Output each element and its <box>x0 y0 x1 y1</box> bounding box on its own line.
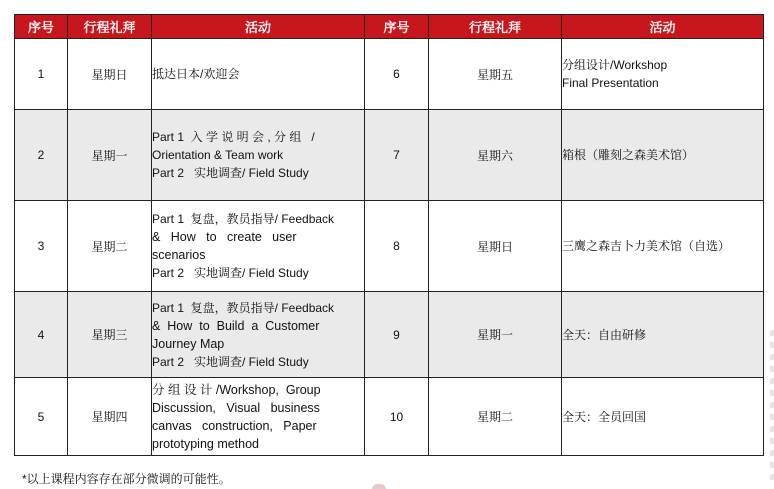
cell-activity <box>152 39 365 110</box>
activity-line: Orientation & Team work <box>152 148 284 162</box>
table-header-row <box>15 15 764 39</box>
cell-activity <box>562 201 764 292</box>
cell-day: 星期三 <box>68 292 152 378</box>
activity-line: 三鹰之森吉卜力美术馆（自选） <box>562 239 731 253</box>
cell-no: 5 <box>15 378 68 456</box>
decorative-mark <box>372 484 386 489</box>
cell-day: 星期日 <box>429 201 562 292</box>
cell-no: 4 <box>15 292 68 378</box>
table-row <box>15 201 764 292</box>
cell-activity <box>152 292 365 378</box>
activity-line: Journey Map <box>152 336 225 351</box>
activity-line: 分组设计/Workshop <box>562 58 668 72</box>
activity-line: prototyping method <box>152 436 260 451</box>
cell-no: 2 <box>15 110 68 201</box>
cell-activity <box>152 201 365 292</box>
activity-line: Part 2 实地调查/ Field Study <box>152 266 309 280</box>
cell-activity <box>562 292 764 378</box>
header-day-2: 行程礼拜 <box>429 15 562 39</box>
footnote: *以上课程内容存在部分微调的可能性。 <box>22 472 231 486</box>
activity-line: & How to create user <box>152 230 297 244</box>
cell-no: 8 <box>365 201 429 292</box>
activity-line: 箱根（雕刻之森美术馆） <box>562 148 695 162</box>
activity-line: canvas construction, Paper <box>152 418 317 433</box>
cell-day: 星期二 <box>429 378 562 456</box>
cell-day: 星期一 <box>429 292 562 378</box>
activity-line: scenarios <box>152 248 206 262</box>
scroll-edge <box>770 330 774 480</box>
activity-line: Discussion, Visual business <box>152 400 320 415</box>
activity-line: Final Presentation <box>562 76 659 90</box>
activity-line: & How to Build a Customer <box>152 318 320 333</box>
header-no-2: 序号 <box>365 15 429 39</box>
cell-no: 9 <box>365 292 429 378</box>
cell-activity <box>562 378 764 456</box>
cell-no: 7 <box>365 110 429 201</box>
cell-day: 星期二 <box>68 201 152 292</box>
cell-day: 星期一 <box>68 110 152 201</box>
cell-activity <box>152 110 365 201</box>
table-row <box>15 39 764 110</box>
activity-line: Part 1 复盘，教员指导/ Feedback <box>152 212 335 226</box>
cell-day: 星期六 <box>429 110 562 201</box>
cell-no: 1 <box>15 39 68 110</box>
activity-line: Part 2 实地调查/ Field Study <box>152 354 309 369</box>
activity-line: 全天：全员回国 <box>562 409 647 424</box>
activity-line: 抵达日本/欢迎会 <box>152 67 240 81</box>
table-row <box>15 110 764 201</box>
activity-line: Part 2 实地调查/ Field Study <box>152 166 309 180</box>
cell-day: 星期日 <box>68 39 152 110</box>
table-row <box>15 378 764 456</box>
activity-line: Part 1 入 学 说 明 会 , 分 组 / <box>152 130 315 144</box>
table-row <box>15 292 764 378</box>
cell-no: 6 <box>365 39 429 110</box>
schedule-table <box>14 14 764 456</box>
cell-day: 星期五 <box>429 39 562 110</box>
activity-line: 分 组 设 计 /Workshop, Group <box>152 382 321 397</box>
activity-line: Part 1 复盘，教员指导/ Feedback <box>152 300 335 315</box>
header-no: 序号 <box>15 15 68 39</box>
activity-line: 全天：自由研修 <box>562 327 647 342</box>
cell-activity <box>562 110 764 201</box>
cell-no: 3 <box>15 201 68 292</box>
header-activity: 活动 <box>152 15 365 39</box>
cell-activity <box>562 39 764 110</box>
header-day: 行程礼拜 <box>68 15 152 39</box>
cell-activity <box>152 378 365 456</box>
cell-no: 10 <box>365 378 429 456</box>
header-activity-2: 活动 <box>562 15 764 39</box>
cell-day: 星期四 <box>68 378 152 456</box>
